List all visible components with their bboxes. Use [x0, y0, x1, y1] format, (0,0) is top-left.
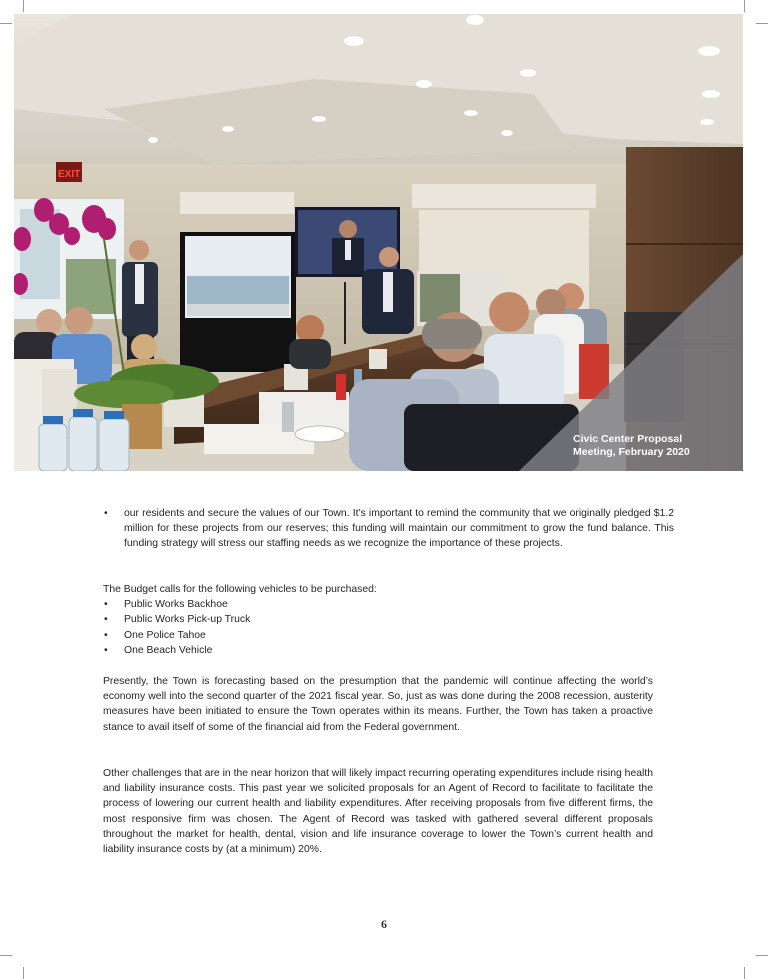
vehicle-list: [103, 597, 653, 658]
vehicles-intro: The Budget calls for the following vehicles to be purchased:: [103, 584, 377, 595]
crop-mark: [756, 955, 768, 956]
meeting-photo: [14, 14, 743, 471]
crop-mark: [744, 967, 745, 979]
crop-mark: [23, 0, 24, 12]
crop-mark: [0, 23, 12, 24]
paragraph-challenges: Other challenges that are in the near horizon that will likely impact recurring operating expenditures include rising health and liability insurance costs. This past year we solicited proposals for an Agent of Record to facilitate to facilitate the process of lowering our current health and liability expenditures. After receiving proposals from five different firms, the most responsive firm was chosen. The Agent of Record was tasked with gathered several different proposals throughout the market for health, dental, vision and life insurance coverage to lower the Town’s current health and liability insurance costs by (at a minimum) 20%.: [103, 768, 653, 856]
crop-mark: [23, 967, 24, 979]
crop-mark: [756, 23, 768, 24]
vehicles-section: [103, 582, 653, 658]
photo-caption-line: Meeting, February 2020: [573, 446, 690, 458]
paragraph-forecast: Presently, the Town is forecasting based on the presumption that the pandemic will continue affecting the world’s economy well into the second quarter of the 2021 fiscal year. So, just as was done during the 2008 recession, austerity measures have been initiated to ensure the Town operates within its means. Further, the Town has taken a proactive stance to avail itself of some of the financial aid from the Federal government.: [103, 676, 653, 733]
crop-mark: [744, 0, 745, 12]
exit-sign-text: EXIT: [58, 169, 81, 180]
vehicle-item: • One Police Tahoe: [103, 628, 653, 643]
vehicle-item: • Public Works Pick-up Truck: [103, 612, 653, 627]
photo-caption-line: Civic Center Proposal: [573, 433, 683, 445]
vehicle-item: • One Beach Vehicle: [103, 643, 653, 658]
page-number: 6: [381, 917, 387, 931]
crop-mark: [0, 955, 12, 956]
photo-caption: [573, 433, 703, 459]
vehicle-item: • Public Works Backhoe: [103, 597, 653, 612]
bullet-continuation: • our residents and secure the values of our Town. It’s important to remind the community that we originally pledged $1.2 million for these projects from our reserves; this funding will maintain our commitment to grow the fund balance. This funding strategy will stress our staffing needs as we recognize the importance of these projects.: [103, 506, 674, 552]
